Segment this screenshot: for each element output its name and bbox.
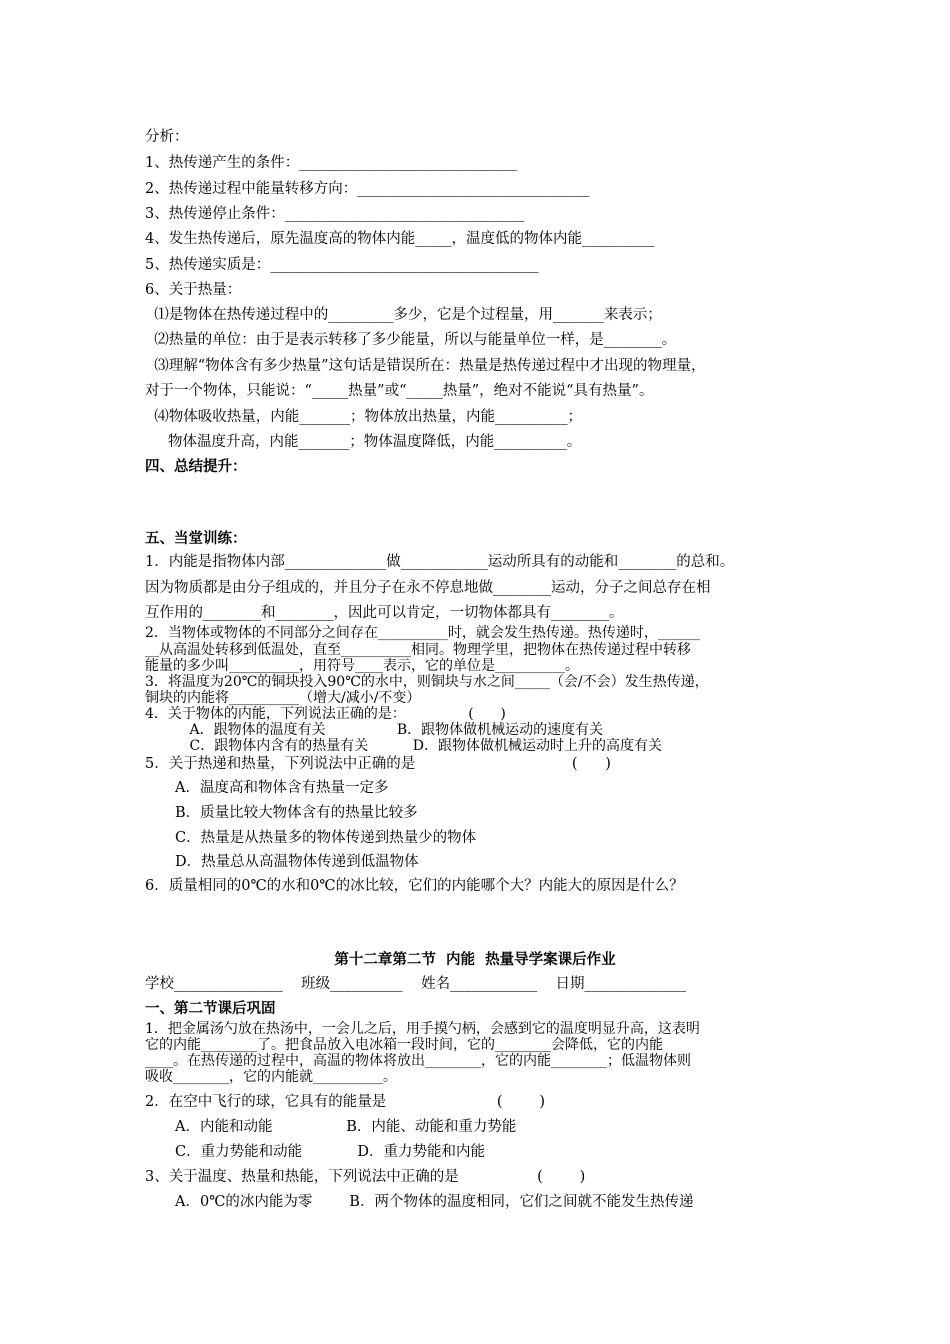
training-q5-option: B．质量比较大物体含有的热量比较多 [175, 805, 418, 821]
homework-q1-line: 1．把金属汤勺放在热汤中，一会儿之后，用手摸勺柄，会感到它的温度明显升高，这表明 [145, 1021, 700, 1037]
training-q5-stem: 5．关于热递和热量，下列说法中正确的是 ( ) [145, 756, 611, 772]
training-q5-option: C．热量是从热量多的物体传递到热量少的物体 [175, 830, 477, 846]
training-q3-line: 铜块的内能将__________（增大/减小/不变） [145, 690, 421, 706]
analysis-item: ⑴是物体在热传递过程中的_________多少，它是个过程量，用_______来表示； [145, 307, 662, 323]
analysis-item: 1、热传递产生的条件：______________________________ [145, 155, 517, 171]
analysis-item: 6、关于热量： [145, 282, 242, 298]
analysis-item: 4、发生热传递后，原先温度高的物体内能_____，温度低的物体内能__________ [145, 231, 655, 247]
analysis-item: ⑵热量的单位：由于是表示转移了多少能量，所以与能量单位一样，是________。 [145, 332, 677, 348]
homework-q2-options: C．重力势能和动能 D．重力势能和内能 [175, 1144, 486, 1160]
analysis-item: 2、热传递过程中能量转移方向：________________________________ [145, 181, 590, 197]
homework-q3-stem: 3、关于温度、热量和热能，下列说法中正确的是 ( ) [145, 1169, 586, 1185]
analysis-item: 对于一个物体，只能说：“_____热量”或“_____热量”，绝对不能说“具有热量”。 [145, 383, 654, 399]
training-q5-option: D．热量总从高温物体传递到低温物体 [175, 854, 419, 870]
analysis-item: 物体温度升高，内能_______；物体温度降低，内能__________。 [145, 434, 582, 450]
analysis-item: ⑷物体吸收热量，内能_______；物体放出热量，内能__________； [145, 409, 582, 425]
homework-student-info: 学校_______________ 班级__________ 姓名____________ 日期______________ [145, 976, 687, 992]
summary-heading: 四、总结提升： [145, 459, 247, 475]
training-q2-line: __从高温处转移到低温处，直至__________相同。物理学里，把物体在热传递过程中转移 [145, 642, 691, 658]
training-heading: 五、当堂训练： [145, 531, 247, 547]
analysis-item: ⑶理解“物体含有多少热量”这句话是错误所在：热量是热传递过程中才出现的物理量， [145, 358, 706, 374]
training-q4-stem: 4．关于物体的内能，下列说法正确的是： ( ) [145, 706, 506, 722]
homework-q1-line: ____。在热传递的过程中，高温的物体将放出________，它的内能________；低温物体则 [145, 1053, 691, 1069]
training-q1-line: 1．内能是指物体内部______________做____________运动所具有的动能和________的总和。 [145, 554, 735, 570]
training-q1-line: 互作用的________和________，因此可以肯定，一切物体都具有________。 [145, 605, 624, 621]
training-q4-options: C．跟物体内含有的热量有关 D．跟物体做机械运动时上升的高度有关 [145, 738, 662, 754]
homework-title: 第十二章第二节 内能 热量导学案课后作业 [334, 952, 616, 968]
training-q1-line: 因为物质都是由分子组成的，并且分子在永不停息地做________运动，分子之间总存在相 [145, 580, 711, 596]
training-q6: 6．质量相同的0℃的水和0℃的冰比较，它们的内能哪个大？内能大的原因是什么？ [145, 878, 684, 894]
homework-section-heading: 一、第二节课后巩固 [145, 1001, 276, 1017]
training-q2-line: 能量的多少叫__________，用符号____表示，它的单位是__________。 [145, 658, 579, 674]
homework-q1-line: 它的内能________了。把食品放入电冰箱一段时间，它的________会降低，它的内能 [145, 1037, 663, 1053]
training-q4-options: A．跟物体的温度有关 B．跟物体做机械运动的速度有关 [145, 722, 604, 738]
training-q2-line: 2．当物体或物体的不同部分之间存在__________时，就会发生热传递。热传递时，______ [145, 625, 700, 641]
homework-q3-options: A．0℃的冰内能为零 B．两个物体的温度相同，它们之间就不能发生热传递 [175, 1194, 694, 1210]
homework-q2-options: A．内能和动能 B．内能、动能和重力势能 [175, 1119, 517, 1135]
analysis-heading: 分析： [145, 129, 189, 145]
homework-q1-line: 吸收________，它的内能就__________。 [145, 1069, 397, 1085]
analysis-item: 3、热传递停止条件：_________________________________ [145, 206, 524, 222]
analysis-item: 5、热传递实质是：_____________________________________ [145, 257, 539, 273]
training-q3-line: 3．将温度为20℃的铜块投入90℃的水中，则铜块与水之间_____（会/不会）发生热传递， [145, 674, 709, 690]
homework-q2-stem: 2．在空中飞行的球，它具有的能量是 ( ) [145, 1094, 546, 1110]
training-q5-option: A．温度高和物体含有热量一定多 [175, 780, 389, 796]
